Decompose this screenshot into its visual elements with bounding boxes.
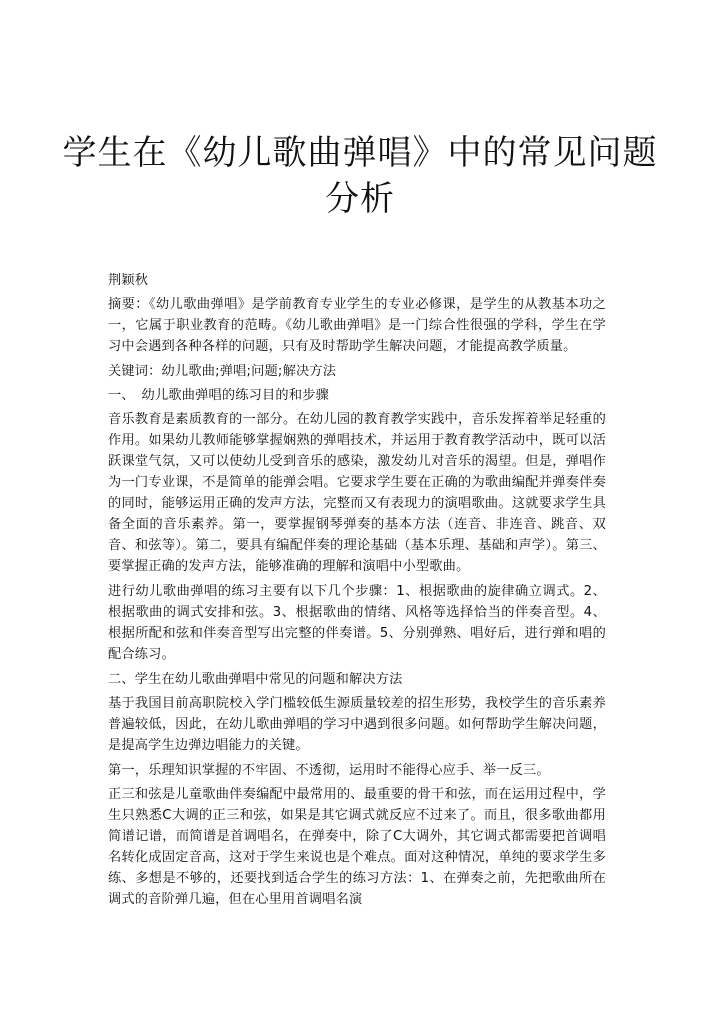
section-1-paragraph-2: 进行幼儿歌曲弹唱的练习主要有以下几个步骤：1、根据歌曲的旋律确立调式。2、根据歌曲的调式安排和弦。3、根据歌曲的情绪、风格等选择恰当的伴奏音型。4、根据所配和弦和伴奏音型写出完整的伴奏谱。5、分别弹熟、唱好后，进行弹和唱的配合练习。 — [108, 584, 606, 662]
author-line: 荆颖秋 — [108, 273, 149, 288]
section-2-paragraph-3: 正三和弦是儿童歌曲伴奏编配中最常用的、最重要的骨干和弦，而在运用过程中，学生只熟悉C大调的正三和弦，如果是其它调式就反应不过来了。而且，很多歌曲都用简谱记谱，而简谱是首调唱名，在弹奏中，除了C大调外，其它调式都需要把首调唱名转化成固定音高，这对于学生来说也是个难点。面对这种情况，单纯的要求学生多练、多想是不够的，还要找到适合学生的练习方法：1、在弹奏之前，先把歌曲所在调式的音阶弹几遍，但在心里用首调唱名演 — [108, 787, 606, 907]
section-2-heading: 二、学生在幼儿歌曲弹唱中常见的问题和解决方法 — [108, 672, 403, 687]
section-1-paragraph-1: 音乐教育是素质教育的一部分。在幼儿园的教育教学实践中，音乐发挥着举足轻重的作用。如果幼儿教师能够掌握娴熟的弹唱技术，并运用于教育教学活动中，既可以活跃课堂气氛，又可以使幼儿受到音乐的感染，激发幼儿对音乐的渴望。但是，弹唱作为一门专业课，不是简单的能弹会唱。它要求学生要在正确的为歌曲编配并弹奏伴奏的同时，能够运用正确的发声方法，完整而又有表现力的演唱歌曲。这就要求学生具备全面的音乐素养。第一，要掌握钢琴弹奏的基本方法（连音、非连音、跳音、双音、和弦等）。第二，要具有编配伴奏的理论基础（基本乐理、基础和声学）。第三、要掌握正确的发声方法，能够准确的理解和演唱中小型歌曲。 — [108, 412, 606, 574]
document-body — [108, 270, 606, 914]
section-2-paragraph-1: 基于我国目前高职院校入学门槛较低生源质量较差的招生形势，我校学生的音乐素养普遍较低，因此，在幼儿歌曲弹唱的学习中遇到很多问题。如何帮助学生解决问题，是提高学生边弹边唱能力的关键。 — [108, 696, 606, 753]
abstract-paragraph: 摘要：《幼儿歌曲弹唱》是学前教育专业学生的专业必修课，是学生的从教基本功之一，它属于职业教育的范畴。《幼儿歌曲弹唱》是一门综合性很强的学科，学生在学习中会遇到各种各样的问题，只有及时帮助学生解决问题，才能提高教学质量。 — [108, 297, 606, 354]
section-1-heading: 一、 幼儿歌曲弹唱的练习目的和步骤 — [108, 388, 329, 403]
section-2-paragraph-2: 第一，乐理知识掌握的不牢固、不透彻，运用时不能得心应手、举一反三。 — [108, 763, 550, 778]
page-title: 学生在《幼儿歌曲弹唱》中的常见问题分析 — [62, 133, 658, 219]
keywords-line: 关键词：幼儿歌曲;弹唱;问题;解决方法 — [108, 364, 337, 379]
